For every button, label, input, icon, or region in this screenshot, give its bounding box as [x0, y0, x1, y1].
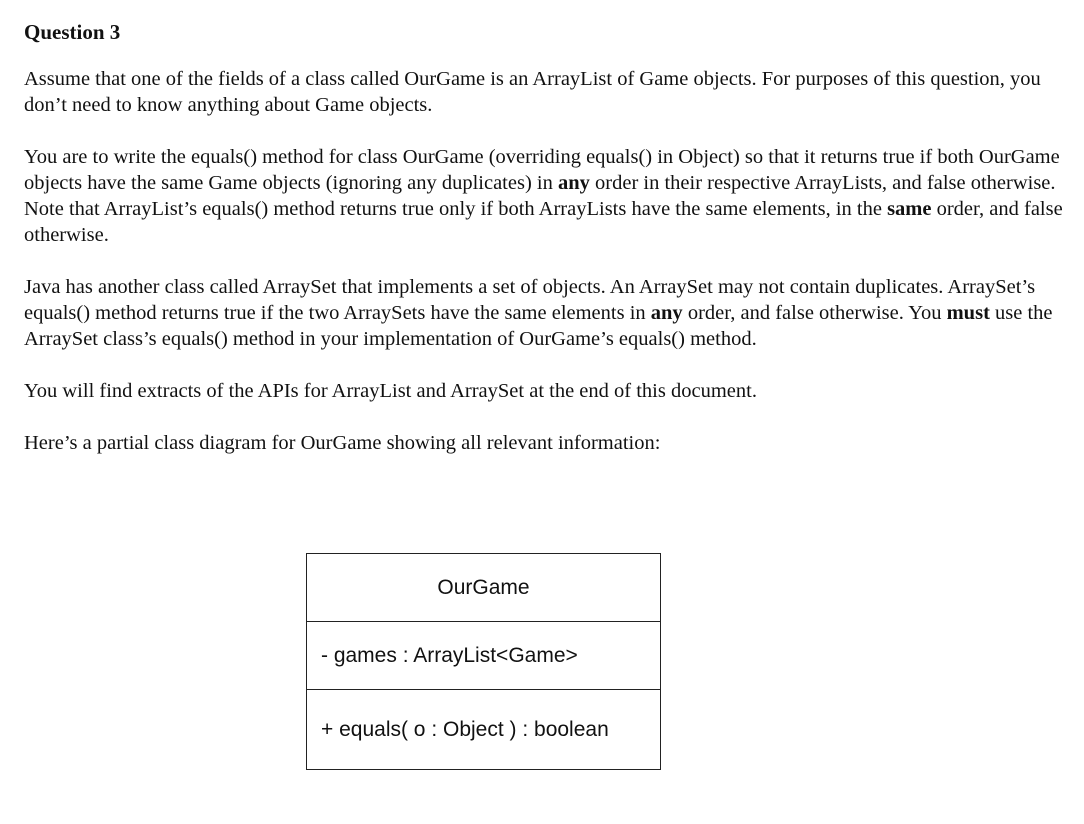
- arrayset-text-2: order, and false otherwise. You: [682, 302, 947, 324]
- document-body: [24, 18, 1064, 482]
- task-text-1: You are to write the equals() method for class OurGame (overriding equals() in Object) so that it returns true if both OurGame objects have the same Game objects (ignoring any duplicates) in: [24, 146, 1060, 194]
- paragraph-intro: Assume that one of the fields of a class called OurGame is an ArrayList of Game objects. For purposes of this question, you don’t need to know anything about Game objects.: [24, 68, 1041, 116]
- arrayset-bold-must: must: [946, 302, 990, 324]
- arrayset-bold-any: any: [650, 302, 683, 324]
- task-text-3: order, and false otherwise.: [24, 198, 1063, 246]
- uml-operation: + equals( o : Object ) : boolean: [321, 717, 609, 741]
- task-bold-same: same: [887, 198, 932, 220]
- uml-class-name: OurGame: [307, 554, 660, 622]
- paragraph-api-note: You will find extracts of the APIs for ArrayList and ArraySet at the end of this document.: [24, 380, 757, 402]
- task-bold-any: any: [557, 172, 590, 194]
- arrayset-text-1: Java has another class called ArraySet that implements a set of objects. An ArraySet may not contain duplicates. ArraySet’s equals() method returns true if the two ArraySets have the same elements in: [24, 276, 1036, 324]
- uml-class-diagram: [306, 553, 661, 770]
- question-heading: Question 3: [24, 20, 121, 44]
- task-text-2: order in their respective ArrayLists, and false otherwise. Note that ArrayList’s equals() method returns true only if both ArrayLists have the same elements, in the: [24, 172, 1056, 220]
- uml-attribute: - games : ArrayList<Game>: [307, 622, 660, 690]
- paragraph-diagram-intro: Here’s a partial class diagram for OurGame showing all relevant information:: [24, 432, 661, 454]
- paragraph-task: [24, 144, 1064, 248]
- arrayset-text-3: use the ArraySet class’s equals() method in your implementation of OurGame’s equals() method.: [24, 302, 1053, 350]
- paragraph-arrayset: [24, 274, 1064, 352]
